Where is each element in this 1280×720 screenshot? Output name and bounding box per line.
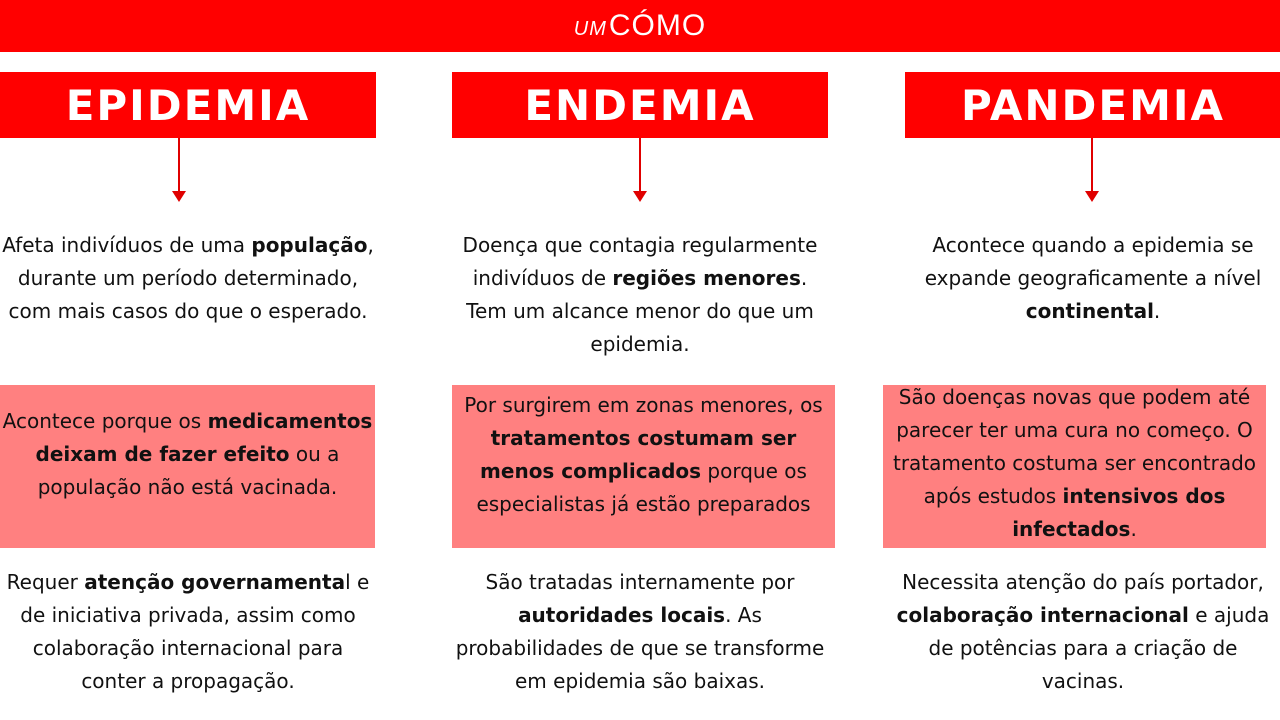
arrow-down-icon — [1084, 138, 1100, 204]
cause-text — [452, 389, 835, 521]
text-segment: Necessita atenção do país portador, — [902, 570, 1264, 594]
brand-logo — [574, 9, 706, 43]
top-bar — [0, 0, 1280, 52]
bold-segment: intensivos dos infectados — [1012, 484, 1226, 541]
arrow-down-icon — [171, 138, 187, 204]
bold-segment: colaboração internacional — [896, 603, 1189, 627]
response-text — [895, 566, 1271, 698]
column-epidemia — [0, 72, 376, 693]
description-text — [452, 229, 828, 361]
response-text — [0, 566, 376, 698]
bold-segment: continental — [1025, 299, 1154, 323]
cause-box — [0, 385, 375, 548]
text-segment: São doenças novas que podem até parecer ter uma cura no começo. O tratamento costuma ser encontrado após estudos — [892, 385, 1257, 508]
cause-text — [883, 381, 1266, 546]
text-segment: , durante um período determinado, com mais casos do que o esperado. — [8, 233, 374, 323]
bold-segment: atenção governamenta — [84, 570, 346, 594]
text-segment: . Tem um alcance menor do que um epidemia. — [466, 266, 814, 356]
text-segment: . As probabilidades de que se transforme em epidemia são baixas. — [455, 603, 825, 693]
text-segment: porque os especialistas já estão preparados — [476, 459, 811, 516]
text-segment: e ajuda de potências para a criação de vacinas. — [928, 603, 1270, 693]
bold-segment: regiões menores — [612, 266, 801, 290]
column-title: EPIDEMIA — [0, 72, 376, 138]
description-text — [905, 229, 1280, 328]
text-segment: Acontece quando a epidemia se expande geograficamente a nível — [924, 233, 1262, 290]
text-segment: Requer — [6, 570, 85, 594]
cause-box — [452, 385, 835, 548]
text-segment: . — [1130, 517, 1137, 541]
column-title: PANDEMIA — [905, 72, 1280, 138]
cause-box — [883, 385, 1266, 548]
text-segment: . — [1153, 299, 1161, 323]
brand-name: CÓMO — [608, 9, 707, 42]
text-segment: Afeta indivíduos de uma — [2, 233, 252, 257]
bold-segment: população — [251, 233, 368, 257]
cause-text — [0, 405, 375, 504]
description-text — [0, 229, 376, 328]
text-segment: Doença que contagia regularmente indivíduos de — [462, 233, 818, 290]
column-title: ENDEMIA — [452, 72, 828, 138]
column-pandemia — [892, 72, 1280, 693]
response-text — [452, 566, 828, 698]
text-segment: ou a população não está vacinada. — [37, 442, 340, 499]
brand-prefix: UM — [573, 18, 607, 40]
bold-segment: medicamentos deixam de fazer efeito — [35, 409, 373, 466]
text-segment: l e de iniciativa privada, assim como colaboração internacional para conter a propagação. — [20, 570, 370, 693]
text-segment: Acontece porque os — [2, 409, 208, 433]
arrow-down-icon — [632, 138, 648, 204]
bold-segment: autoridades locais — [518, 603, 726, 627]
bold-segment: tratamentos costumam ser menos complicados — [480, 426, 797, 483]
column-endemia — [452, 72, 828, 693]
text-segment: Por surgirem em zonas menores, os — [464, 393, 823, 417]
text-segment: São tratadas internamente por — [485, 570, 795, 594]
